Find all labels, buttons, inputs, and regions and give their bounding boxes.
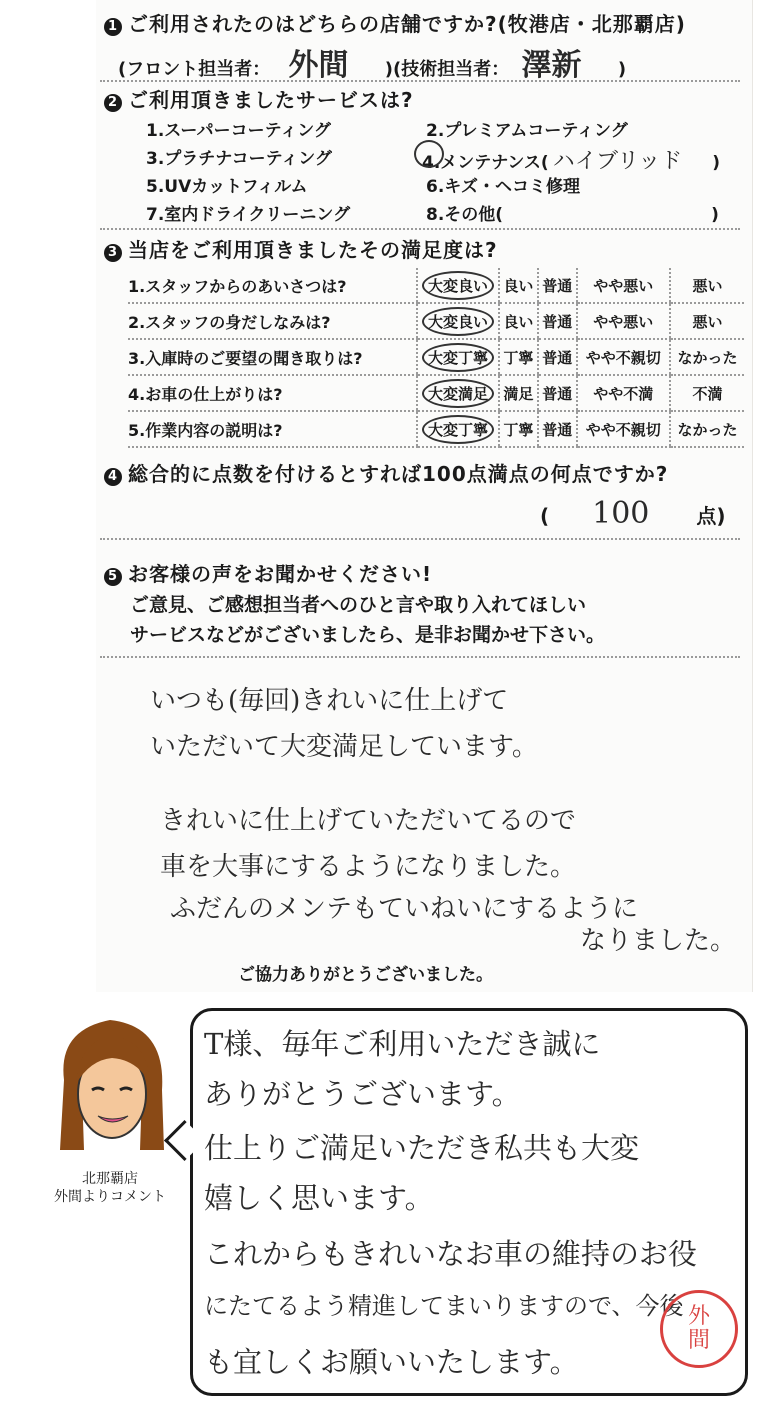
service-8 [426,200,719,225]
satisfaction-option-label: 丁寧 [503,420,534,439]
staff-avatar [50,1010,174,1158]
tech-staff-name: 澤新 [521,48,582,83]
satisfaction-option [538,268,577,303]
front-staff-label: (フロント担当者： [118,59,271,80]
q1-staff-line [118,40,626,84]
satisfaction-option [417,411,499,447]
satisfaction-option [670,268,744,303]
service-4-selected-circle [414,140,444,168]
satisfaction-option-label: 普通 [542,348,573,367]
satisfaction-option-selected: 大変丁寧 [422,343,494,372]
satisfaction-option-label: 普通 [542,384,573,403]
q5-instructions-1: ご意見、ご感想担当者へのひと言や取り入れてほしい [130,594,587,616]
customer-comment-line: いつも(毎回)きれいに仕上げて [150,686,509,716]
staff-reply-line: にたてるよう精進してまいりますので、今後 [204,1292,684,1320]
satisfaction-option [417,303,499,339]
satisfaction-option-label: やや不満 [593,384,654,403]
name-seal-stamp [660,1290,738,1368]
staff-reply-line: 嬉しく思います。 [204,1181,434,1215]
stamp-top-char: 外 [687,1304,710,1329]
satisfaction-question: 4.お車の仕上がりは? [128,375,417,411]
satisfaction-option-label: やや悪い [593,312,654,331]
divider [100,656,740,658]
service-5: 5.UVカットフィルム [146,177,308,197]
service-7: 7.室内ドライクリーニング [146,205,351,225]
q1-question: 1 ご利用されたのはどちらの店舗ですか?(牧港店・北那覇店) [104,8,686,37]
satisfaction-row [128,303,744,339]
satisfaction-option-label: 良い [503,276,534,295]
stamp-bottom-char: 間 [687,1328,710,1353]
satisfaction-option [577,411,670,447]
satisfaction-option-label: 不満 [692,384,723,403]
satisfaction-option [577,339,670,375]
satisfaction-option-selected: 大変良い [422,307,494,336]
satisfaction-option-label: 丁寧 [503,348,534,367]
satisfaction-option [499,303,538,339]
satisfaction-option [670,411,744,447]
satisfaction-option [417,268,499,303]
satisfaction-question: 1.スタッフからのあいさつは? [128,268,417,303]
divider [100,80,740,82]
satisfaction-option-label: 普通 [542,312,573,331]
satisfaction-option-selected: 大変良い [422,271,494,300]
satisfaction-option [577,303,670,339]
staff-reply-line: これからもきれいなお車の維持のお役 [204,1237,698,1271]
satisfaction-row [128,339,744,375]
q5-number-badge: 5 [104,568,122,586]
q3-question: 3 当店をご利用頂きましたその満足度は? [104,234,498,263]
satisfaction-option-label: 満足 [503,384,534,403]
satisfaction-question: 2.スタッフの身だしなみは? [128,303,417,339]
satisfaction-option [670,375,744,411]
satisfaction-option-label: なかった [677,348,738,367]
thanks-message: ご協力ありがとうございました。 [238,965,493,985]
satisfaction-option-selected: 大変満足 [422,379,494,408]
service-1: 1.スーパーコーティング [146,121,331,141]
satisfaction-option-label: 良い [503,312,534,331]
customer-comment-line: 車を大事にするようになりました。 [160,852,577,882]
satisfaction-question: 5.作業内容の説明は? [128,411,417,447]
satisfaction-option [499,268,538,303]
staff-reply-line: 仕上りご満足いただき私共も大変 [204,1131,640,1165]
satisfaction-row [128,268,744,303]
service-8-close: ) [711,205,719,225]
customer-comment-line: いただいて大変満足しています。 [150,732,538,762]
satisfaction-option [538,411,577,447]
satisfaction-option [417,375,499,411]
satisfaction-option-label: 普通 [542,420,573,439]
customer-comment-line: きれいに仕上げていただいてるので [160,806,577,836]
divider [100,228,740,230]
q5-question: 5 お客様の声をお聞かせください! [104,558,432,587]
satisfaction-row [128,411,744,447]
q1-number-badge: 1 [104,18,122,36]
satisfaction-option [499,339,538,375]
satisfaction-option [499,375,538,411]
score-unit: 点) [696,504,726,528]
satisfaction-option [499,411,538,447]
q3-number-badge: 3 [104,244,122,262]
satisfaction-question: 3.入庫時のご要望の聞き取りは? [128,339,417,375]
q1-close-paren: ) [617,59,627,80]
satisfaction-option-label: 悪い [692,276,723,295]
satisfaction-option [670,303,744,339]
satisfaction-row [128,375,744,411]
tech-staff-label: )(技術担当者： [384,59,510,80]
satisfaction-table [128,268,744,448]
q4-question: 4 総合的に点数を付けるとすれば100点満点の何点ですか? [104,458,668,487]
satisfaction-option [538,339,577,375]
staff-reply-line: ありがとうございます。 [204,1077,521,1111]
divider [100,538,740,540]
staff-comment-from: 外間よりコメント [54,1189,166,1205]
service-4-close: ) [712,153,721,173]
satisfaction-option-label: やや不親切 [585,348,661,367]
front-staff-name: 外間 [288,48,349,83]
service-6: 6.キズ・ヘコミ修理 [426,177,580,197]
q5-instructions-2: サービスなどがございましたら、是非お聞かせ下さい。 [130,624,606,646]
staff-reply-line: T様、毎年ご利用いただき誠に [204,1027,601,1061]
staff-store: 北那覇店 [82,1171,138,1187]
satisfaction-option [538,303,577,339]
satisfaction-option [577,268,670,303]
q2-number-badge: 2 [104,94,122,112]
service-2: 2.プレミアムコーティング [426,121,628,141]
service-4-note: ハイブリッド [552,149,683,174]
staff-reply-line: も宜しくお願いいたします。 [204,1345,579,1379]
score-value: 100 [592,496,650,531]
q4-score-line [540,496,725,531]
service-8-label: 8.その他( [426,205,504,225]
q4-open-paren: ( [540,504,550,528]
satisfaction-option-label: なかった [677,420,738,439]
satisfaction-option-label: 悪い [692,312,723,331]
service-4 [422,144,720,175]
q4-number-badge: 4 [104,468,122,486]
satisfaction-option-label: 普通 [542,276,573,295]
satisfaction-option-label: やや悪い [593,276,654,295]
customer-comment-line: ふだんのメンテもていねいにするように [170,894,639,924]
service-3: 3.プラチナコーティング [146,149,332,169]
satisfaction-option [538,375,577,411]
satisfaction-option [577,375,670,411]
q2-question: 2 ご利用頂きましたサービスは? [104,84,414,113]
service-4-label: 4.メンテナンス( [422,153,549,173]
satisfaction-option-selected: 大変丁寧 [422,415,494,444]
satisfaction-option [417,339,499,375]
customer-comment-line: なりました。 [580,926,737,956]
satisfaction-option-label: やや不親切 [585,420,661,439]
satisfaction-option [670,339,744,375]
